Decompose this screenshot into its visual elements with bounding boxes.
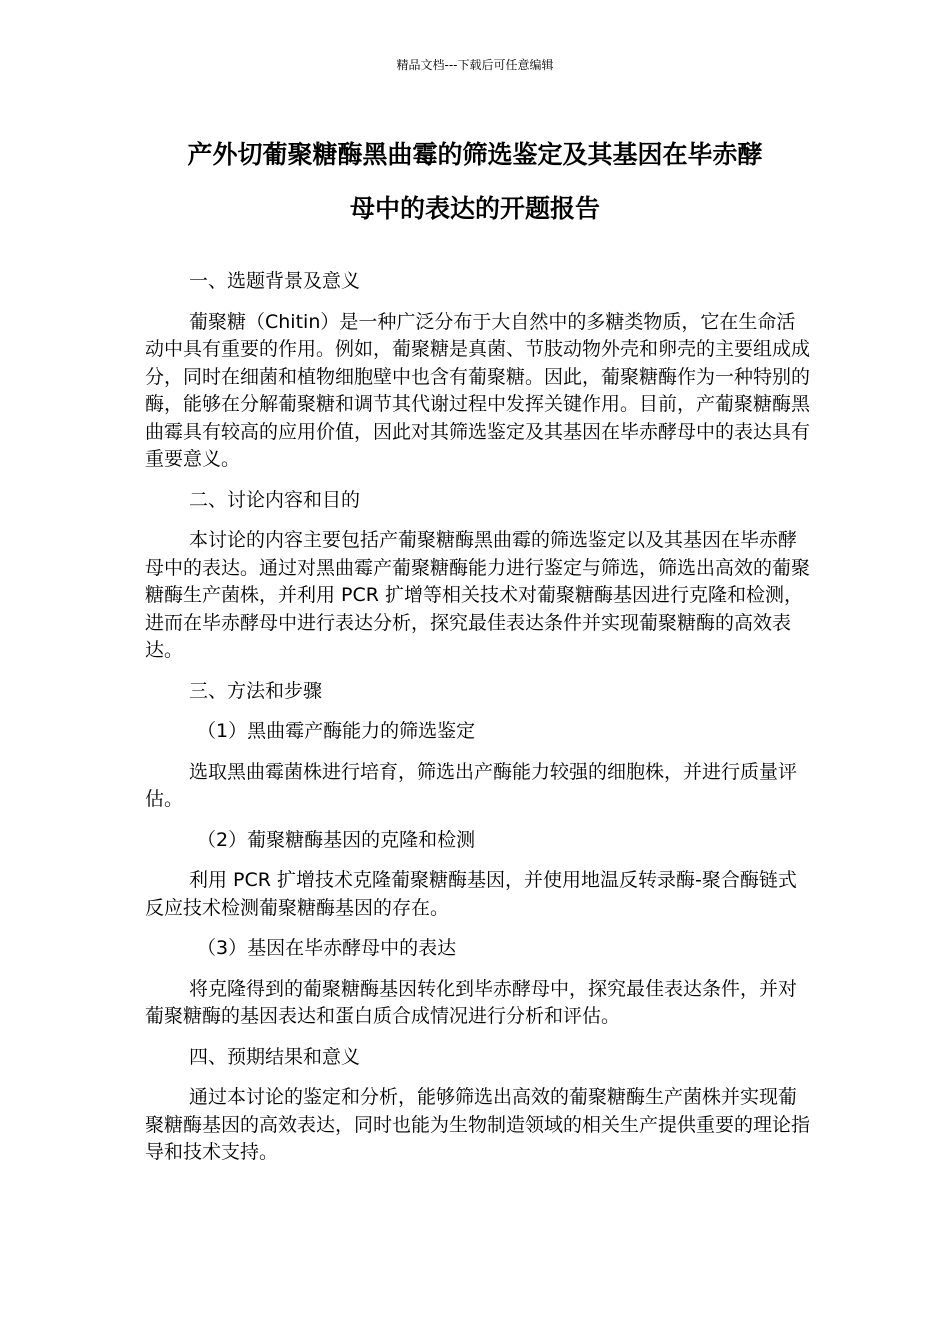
step-paragraph-3: 将克隆得到的葡聚糖酶基因转化到毕赤酵母中，探究最佳表达条件，并对葡聚糖酶的基因表达和蛋白质合成情况进行分析和评估。 bbox=[145, 977, 798, 1027]
step-heading-2: （2）葡聚糖酶基因的克隆和检测 bbox=[197, 828, 476, 851]
section-heading-methods: 三、方法和步骤 bbox=[189, 679, 323, 702]
step-paragraph-1: 选取黑曲霉菌株进行培育，筛选出产酶能力较强的细胞株，并进行质量评估。 bbox=[145, 760, 798, 810]
section-paragraph-background: 葡聚糖（Chitin）是一种广泛分布于大自然中的多糖类物质，它在生命活动中具有重要的作用。例如，葡聚糖是真菌、节肢动物外壳和卵壳的主要组成成分，同时在细菌和植物细胞壁中也含有葡聚糖。因此，葡聚糖酶作为一种特别的酶，能够在分解葡聚糖和调节其代谢过程中发挥关键作用。目前，产葡聚糖酶黑曲霉具有较高的应用价值，因此对其筛选鉴定及其基因在毕赤酵母中的表达具有重要意义。 bbox=[145, 310, 811, 470]
section-heading-background: 一、选题背景及意义 bbox=[189, 270, 361, 292]
step-heading-1: （1）黑曲霉产酶能力的筛选鉴定 bbox=[197, 720, 476, 742]
section-heading-results: 四、预期结果和意义 bbox=[189, 1045, 361, 1068]
header-note: 精品文档---下载后可任意编辑 bbox=[396, 58, 554, 72]
step-heading-3: （3）基因在毕赤酵母中的表达 bbox=[197, 937, 457, 959]
section-heading-content: 二、讨论内容和目的 bbox=[189, 488, 361, 511]
section-paragraph-content: 本讨论的内容主要包括产葡聚糖酶黑曲霉的筛选鉴定以及其基因在毕赤酵母中的表达。通过对黑曲霉产葡聚糖酶能力进行鉴定与筛选，筛选出高效的葡聚糖酶生产菌株，并利用 PCR 扩增等相关技术对葡聚糖酶基因进行克隆和检测，进而在毕赤酵母中进行表达分析，探究最佳表达条件并实现葡聚糖酶的高效表达。 bbox=[145, 529, 811, 661]
title-line-2: 母中的表达的开题报告 bbox=[349, 194, 600, 223]
title-line-1: 产外切葡聚糖酶黑曲霉的筛选鉴定及其基因在毕赤酵 bbox=[187, 140, 763, 169]
document-body bbox=[145, 268, 810, 1180]
step-paragraph-2: 利用 PCR 扩增技术克隆葡聚糖酶基因，并使用地温反转录酶-聚合酶链式反应技术检测葡聚糖酶基因的存在。 bbox=[145, 869, 797, 919]
section-paragraph-results: 通过本讨论的鉴定和分析，能够筛选出高效的葡聚糖酶生产菌株并实现葡聚糖酶基因的高效表达，同时也能为生物制造领域的相关生产提供重要的理论指导和技术支持。 bbox=[145, 1086, 811, 1163]
document-title bbox=[130, 128, 820, 236]
